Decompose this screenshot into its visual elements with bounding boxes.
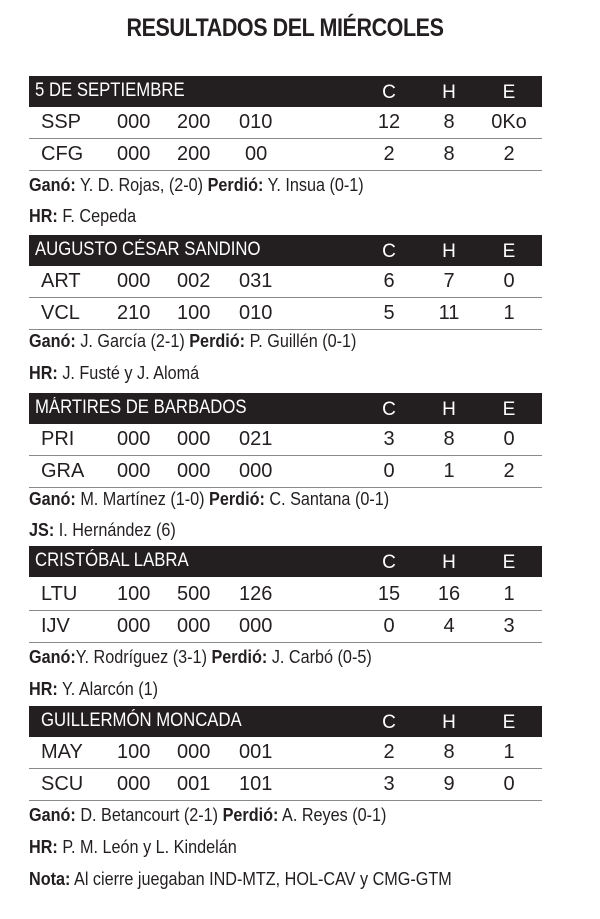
score-row [29,266,542,298]
loser-label: Perdió: [222,805,279,825]
errors-value: 3 [503,615,515,637]
innings-4-6: 100 [177,302,211,324]
hits-value: 7 [443,270,455,292]
col-header-hits: H [442,82,456,103]
loser-pitcher: C. Santana (0-1) [269,489,390,509]
team-abbr: VCL [41,302,80,324]
score-row [29,611,542,643]
loser-label: Perdió: [209,489,265,509]
innings-1-3: 000 [117,460,151,482]
pitchers-line [29,331,356,352]
innings-1-3: 000 [117,428,151,450]
pitchers-line [29,489,389,510]
innings-4-6: 001 [177,773,211,795]
loser-label: Perdió: [189,331,246,351]
homerun-label: HR: [29,837,58,857]
runs-value: 3 [383,773,395,795]
score-row [29,139,542,171]
venue-name: MÁRTIRES DE BARBADOS [35,397,247,418]
runs-value: 15 [377,583,401,605]
note-line [29,869,452,890]
innings-1-3: 000 [117,143,151,165]
innings-7-9: 031 [239,270,273,292]
innings-1-3: 100 [117,583,151,605]
winner-pitcher: M. Martínez (1-0) [80,489,205,509]
errors-value: 0 [503,773,515,795]
venue-header [29,76,542,107]
note-value: Al cierre juegaban IND-MTZ, HOL-CAV y CMG-GTM [74,869,452,889]
innings-7-9: 000 [239,615,273,637]
hits-value: 8 [443,741,455,763]
hits-value: 8 [443,428,455,450]
innings-4-6: 000 [177,460,211,482]
innings-4-6: 500 [177,583,211,605]
errors-value: 2 [503,460,515,482]
loser-pitcher: P. Guillén (0-1) [249,331,357,351]
innings-7-9: 001 [239,741,273,763]
runs-value: 5 [383,302,395,324]
pitchers-line [29,805,386,826]
winner-pitcher: D. Betancourt (2-1) [80,805,219,825]
winner-label: Ganó: [29,331,76,351]
score-row [29,769,542,801]
innings-7-9: 00 [245,143,268,165]
col-header-carreras: C [382,82,396,103]
loser-pitcher: Y. Insua (0-1) [267,175,364,195]
col-header-errores: E [502,82,516,103]
col-header-carreras: C [382,399,396,420]
homerun-value: F. Cepeda [62,206,137,226]
loser-pitcher: A. Reyes (0-1) [282,805,387,825]
errors-value: 2 [503,143,515,165]
hits-value: 8 [443,111,455,133]
col-header-errores: E [502,399,516,420]
homerun-value: P. M. León y L. Kindelán [62,837,237,857]
runs-value: 3 [383,428,395,450]
homerun-value: J. Fusté y J. Alomá [62,363,200,383]
innings-1-3: 210 [117,302,151,324]
winner-pitcher: Y. D. Rojas, (2-0) [80,175,204,195]
hits-value: 1 [443,460,455,482]
homerun-value: Y. Alarcón (1) [62,679,159,699]
runs-value: 2 [383,741,395,763]
hits-value: 11 [438,302,460,324]
pitchers-line [29,647,372,668]
col-header-hits: H [442,399,456,420]
score-row [29,456,542,488]
col-header-carreras: C [382,552,396,573]
col-header-hits: H [442,241,456,262]
homerun-label: HR: [29,363,58,383]
venue-name: CRISTÓBAL LABRA [35,550,189,571]
team-abbr: SCU [41,773,84,795]
team-abbr: GRA [41,460,85,482]
innings-4-6: 200 [177,143,211,165]
score-row [29,298,542,330]
winner-label: Ganó: [29,805,76,825]
innings-7-9: 021 [239,428,273,450]
winner-pitcher: Y. Rodríguez (3-1) [75,647,207,667]
venue-header [29,546,542,577]
col-header-carreras: C [382,712,396,733]
venue-header [29,393,542,424]
errors-value: 0 [503,270,515,292]
innings-1-3: 000 [117,773,151,795]
venue-header [29,706,542,737]
col-header-carreras: C [382,241,396,262]
innings-1-3: 100 [117,741,151,763]
homeruns-line [29,837,237,858]
score-row [29,424,542,456]
score-row [29,579,542,611]
homerun-label: HR: [29,679,58,699]
save-value: I. Hernández (6) [58,520,176,540]
homeruns-line [29,679,158,700]
venue-header [29,235,542,266]
col-header-hits: H [442,552,456,573]
page-title: RESULTADOS DEL MIÉRCOLES [126,14,444,42]
runs-value: 2 [383,143,395,165]
hits-value: 9 [443,773,455,795]
innings-1-3: 000 [117,615,151,637]
col-header-hits: H [442,712,456,733]
runs-value: 12 [377,111,401,133]
runs-value: 6 [383,270,395,292]
saves-line [29,520,176,541]
loser-label: Perdió: [211,647,268,667]
innings-4-6: 000 [177,741,211,763]
loser-label: Perdió: [207,175,264,195]
innings-4-6: 200 [177,111,211,133]
innings-7-9: 000 [239,460,273,482]
errors-value: 1 [503,583,515,605]
venue-name: GUILLERMÓN MONCADA [41,710,242,731]
runs-value: 0 [383,460,395,482]
venue-name: 5 DE SEPTIEMBRE [35,80,185,101]
errors-value: 1 [503,741,515,763]
winner-label: Ganó: [29,175,76,195]
homeruns-line [29,363,199,384]
errors-value: 1 [503,302,515,324]
team-abbr: SSP [41,111,82,133]
col-header-errores: E [502,241,516,262]
innings-4-6: 000 [177,615,211,637]
winner-pitcher: J. García (2-1) [80,331,185,351]
innings-7-9: 101 [239,773,273,795]
save-label: JS: [29,520,55,540]
hits-value: 4 [443,615,455,637]
venue-name: AUGUSTO CÉSAR SANDINO [35,239,261,260]
loser-pitcher: J. Carbó (0-5) [271,647,372,667]
col-header-errores: E [502,552,516,573]
col-header-errores: E [502,712,516,733]
hits-value: 16 [437,583,461,605]
innings-1-3: 000 [117,111,151,133]
score-row [29,737,542,769]
score-row [29,107,542,139]
innings-4-6: 002 [177,270,211,292]
team-abbr: IJV [41,615,70,637]
innings-4-6: 000 [177,428,211,450]
team-abbr: ART [41,270,81,292]
team-abbr: CFG [41,143,84,165]
team-abbr: PRI [41,428,75,450]
team-abbr: MAY [41,741,83,763]
pitchers-line [29,175,364,196]
homerun-label: HR: [29,206,58,226]
innings-7-9: 126 [239,583,273,605]
homeruns-line [29,206,136,227]
innings-1-3: 000 [117,270,151,292]
winner-label: Ganó: [29,489,76,509]
team-abbr: LTU [41,583,78,605]
runs-value: 0 [383,615,395,637]
errors-value: 0Ko [491,111,527,133]
errors-value: 0 [503,428,515,450]
note-label: Nota: [29,869,71,889]
winner-label: Ganó: [29,647,76,667]
innings-7-9: 010 [239,302,273,324]
innings-7-9: 010 [239,111,273,133]
hits-value: 8 [443,143,455,165]
